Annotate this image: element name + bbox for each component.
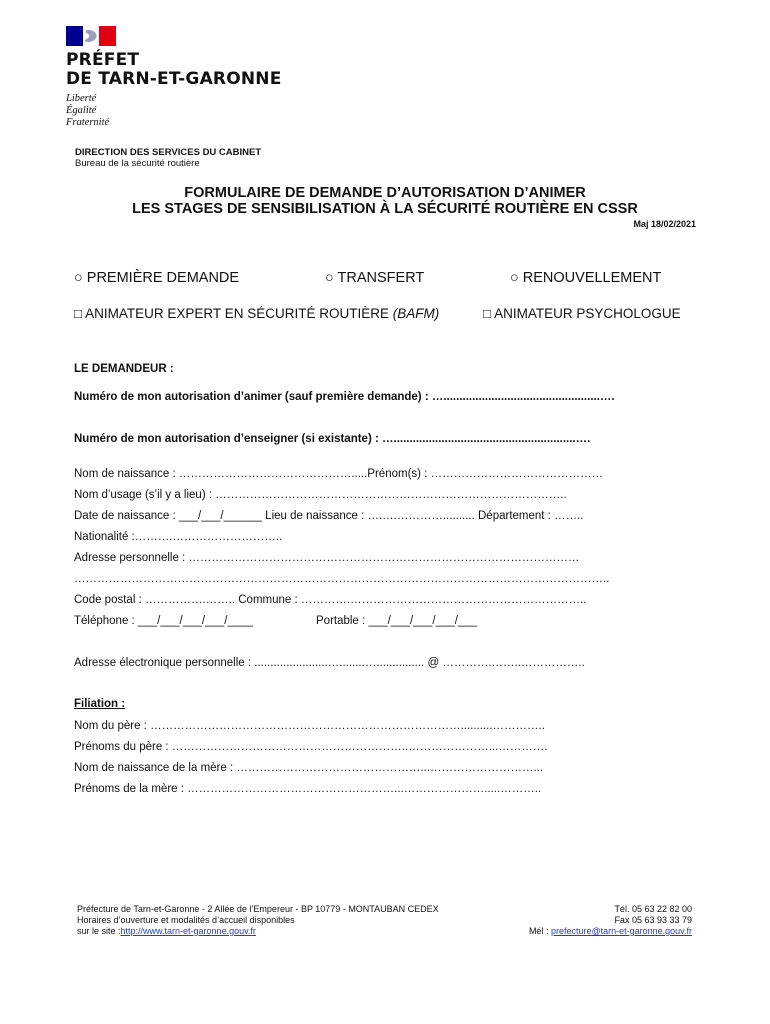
direction-label: DIRECTION DES SERVICES DU CABINET (75, 147, 262, 158)
motto-fraternite: Fraternité (66, 117, 110, 128)
field-portable[interactable]: Portable : ___/___/___/___/___ (316, 615, 478, 627)
form-title-line1: FORMULAIRE DE DEMANDE D’AUTORISATION D’ANIMER (184, 185, 586, 201)
option-animateur-psychologue[interactable]: □ ANIMATEUR PSYCHOLOGUE (483, 306, 681, 321)
option-expert-bafm: (BAFM) (392, 306, 440, 321)
field-adresse-line2[interactable]: ………………………………………………………………………………………………………………………….. (74, 573, 610, 585)
field-num-animer[interactable]: Numéro de mon autorisation d’animer (sauf première demande) : ….................................................…. (74, 391, 615, 403)
marianne-flag-logo (66, 26, 116, 46)
field-prenoms-pere[interactable]: Prénoms du père : ……………………………………………………..…………………...…………. (74, 741, 548, 753)
option-expert-label: □ ANIMATEUR EXPERT EN SÉCURITÉ ROUTIÈRE (74, 306, 393, 321)
demandeur-heading: LE DEMANDEUR : (74, 363, 174, 375)
motto-liberte: Liberté (66, 93, 97, 104)
field-nom-naissance[interactable]: Nom de naissance : ……………………………………….....Prénom(s) : ……………………………………… (74, 468, 604, 480)
footer-mel-prefix: Mél : (528, 926, 551, 936)
field-email[interactable]: Adresse électronique personnelle : .......................…........…............... @ ………….……..…………….. (74, 657, 585, 669)
field-num-enseigner[interactable]: Numéro de mon autorisation d’enseigner (si existante) : ….........................................................…. (74, 433, 591, 445)
bureau-label: Bureau de la sécurité routière (75, 158, 200, 169)
footer-fax: Fax 05 63 93 33 79 (614, 915, 692, 925)
field-nom-pere[interactable]: Nom du père : ………………………………………………………………………..........………….. (74, 720, 545, 732)
field-nom-mere[interactable]: Nom de naissance de la mère : …………………………………………...………………………... (74, 762, 544, 774)
field-date-naissance[interactable]: Date de naissance : ___/___/______ Lieu de naissance : ….….………….......... Département : …….. (74, 510, 584, 522)
field-telephone[interactable]: Téléphone : ___/___/___/___/____ (74, 615, 254, 627)
field-code-postal[interactable]: Code postal : …………….…….. Commune : ………….…………………………………………………….. (74, 594, 587, 606)
prefet-line1: PRÉFET (66, 50, 140, 70)
footer-tel: Tél. 05 63 22 82 00 (614, 904, 692, 914)
filiation-heading: Filiation : (74, 698, 126, 710)
form-title-line2: LES STAGES DE SENSIBILISATION À LA SÉCURITÉ ROUTIÈRE EN CSSR (132, 201, 638, 217)
footer-mel (529, 926, 692, 937)
option-renouvellement[interactable]: ○ RENOUVELLEMENT (510, 270, 662, 286)
footer-site-link[interactable]: http://www.tarn-et-garonne.gouv.fr (120, 926, 256, 936)
update-date: Maj 18/02/2021 (633, 219, 696, 229)
footer-horaires: Horaires d’ouverture et modalités d’accueil disponibles (77, 915, 295, 925)
footer-site-prefix: sur le site : (77, 926, 121, 936)
motto-egalite: Égalité (66, 105, 97, 116)
prefet-line2: DE TARN-ET-GARONNE (66, 69, 282, 89)
footer-site (77, 926, 256, 937)
option-premiere-demande[interactable]: ○ PREMIÈRE DEMANDE (74, 270, 240, 286)
footer-address: Préfecture de Tarn-et-Garonne - 2 Allée de l’Empereur - BP 10779 - MONTAUBAN CEDEX (77, 904, 439, 914)
field-nom-usage[interactable]: Nom d’usage (s’il y a lieu) : ……………………………………………………………………………….. (74, 489, 567, 501)
field-prenoms-mere[interactable]: Prénoms de la mère : ………………………………………………...………………….....……….. (74, 783, 542, 795)
field-adresse[interactable]: Adresse personnelle : ………………………………………………………………………………………… (74, 552, 580, 564)
field-nationalite[interactable]: Nationalité :……….……………………….. (74, 531, 283, 543)
option-animateur-expert[interactable] (74, 306, 439, 321)
option-transfert[interactable]: ○ TRANSFERT (325, 270, 425, 286)
footer-mel-link[interactable]: prefecture@tarn-et-garonne.gouv.fr (550, 926, 692, 936)
